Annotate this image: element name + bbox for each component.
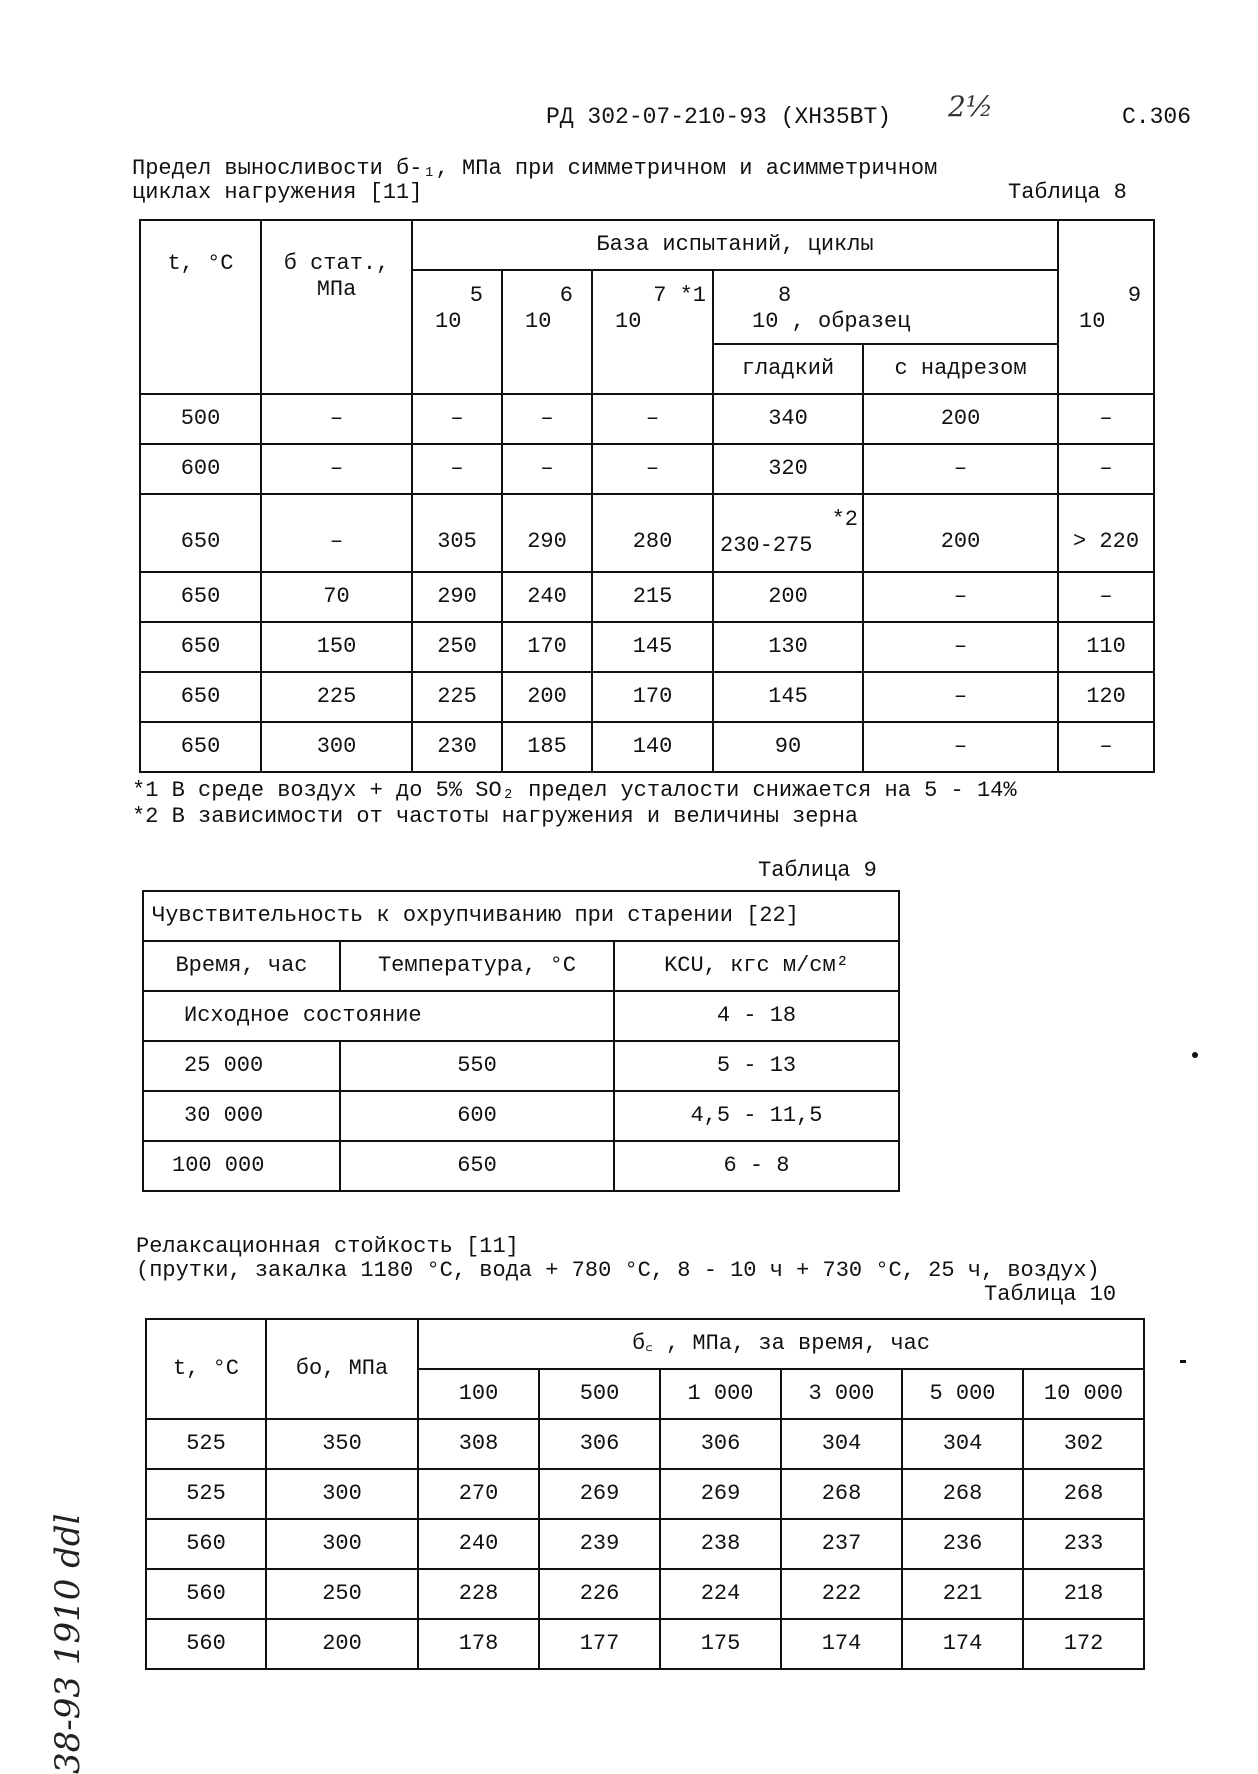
cell: 350 — [266, 1419, 418, 1469]
cell: 228 — [418, 1569, 539, 1619]
header-cycles-1e9 — [1058, 220, 1154, 394]
cell: 175 — [660, 1619, 781, 1669]
cell: 170 — [592, 672, 713, 722]
cell: 239 — [539, 1519, 660, 1569]
table10-title-line2: (прутки, закалка 1180 °C, вода + 780 °C, 8 - 10 ч + 730 °C, 25 ч, воздух) — [136, 1258, 1100, 1283]
cell: 268 — [902, 1469, 1023, 1519]
cell: – — [592, 444, 713, 494]
cell: 177 — [539, 1619, 660, 1669]
cell: 4,5 - 11,5 — [614, 1091, 899, 1141]
cell: 221 — [902, 1569, 1023, 1619]
table9-title: Чувствительность к охрупчиванию при старении [22] — [143, 891, 899, 941]
cell: – — [592, 394, 713, 444]
base-10: 10 — [435, 309, 462, 334]
cell: 215 — [592, 572, 713, 622]
footnote-1: *1 В среде воздух + до 5% SO₂ предел усталости снижается на 5 - 14% — [132, 778, 1017, 803]
cell: 170 — [502, 622, 592, 672]
header-time: Время, час — [143, 941, 340, 991]
cell: 340 — [713, 394, 863, 444]
cell: 306 — [539, 1419, 660, 1469]
cell: 140 — [592, 722, 713, 772]
cell: 240 — [418, 1519, 539, 1569]
cell: 270 — [418, 1469, 539, 1519]
table-8 — [139, 219, 1155, 773]
table-row — [146, 1469, 1144, 1519]
handwritten-page-number: 2½ — [948, 90, 993, 123]
cell: – — [261, 494, 412, 572]
cell: – — [412, 444, 502, 494]
page-number: С.306 — [1122, 104, 1192, 130]
initial-state-value: 4 - 18 — [614, 991, 899, 1041]
cell: 308 — [418, 1419, 539, 1469]
cell: 145 — [713, 672, 863, 722]
cell: 233 — [1023, 1519, 1144, 1569]
cell: 650 — [140, 572, 261, 622]
cell: 225 — [412, 672, 502, 722]
table-row — [146, 1519, 1144, 1569]
base-10: 10 — [1079, 309, 1106, 334]
header-cycles-1e7 — [592, 270, 713, 394]
exponent-7-note1: 7 *1 — [653, 283, 706, 308]
note2-marker: *2 — [831, 507, 858, 532]
cell: 120 — [1058, 672, 1154, 722]
cell: 304 — [902, 1419, 1023, 1469]
header-cycles-1e6 — [502, 270, 592, 394]
table-row — [143, 1091, 899, 1141]
base-10: 10 — [525, 309, 552, 334]
initial-state-label: Исходное состояние — [143, 991, 614, 1041]
cell: 525 — [146, 1419, 266, 1469]
cell: 320 — [713, 444, 863, 494]
header-temperature: t, °C — [146, 1319, 266, 1419]
header-time: 100 — [418, 1369, 539, 1419]
table-row — [140, 394, 1154, 444]
header-cycles-1e5 — [412, 270, 502, 394]
table-row — [140, 672, 1154, 722]
header-test-base: База испытаний, циклы — [412, 220, 1058, 270]
cell: 200 — [713, 572, 863, 622]
cell: 238 — [660, 1519, 781, 1569]
cell: 130 — [713, 622, 863, 672]
cell: 290 — [502, 494, 592, 572]
table-row — [140, 722, 1154, 772]
cell: 650 — [140, 722, 261, 772]
cell: 174 — [781, 1619, 902, 1669]
cell: – — [1058, 722, 1154, 772]
cell: 200 — [863, 494, 1058, 572]
cell: 110 — [1058, 622, 1154, 672]
cell: > 220 — [1058, 494, 1154, 572]
cell: – — [412, 394, 502, 444]
cell: – — [261, 444, 412, 494]
cell: – — [502, 444, 592, 494]
cell: 250 — [412, 622, 502, 672]
table-10 — [145, 1318, 1145, 1670]
header-notched: с надрезом — [863, 344, 1058, 394]
cell: 650 — [340, 1141, 614, 1191]
cell: 300 — [266, 1519, 418, 1569]
cell: 250 — [266, 1569, 418, 1619]
table8-title-line1: Предел выносливости б-₁, МПа при симметричном и асимметричном — [132, 156, 938, 181]
cell: – — [1058, 444, 1154, 494]
table-row — [140, 444, 1154, 494]
cell: 280 — [592, 494, 713, 572]
cell: 650 — [140, 494, 261, 572]
cell: – — [863, 444, 1058, 494]
cell: 70 — [261, 572, 412, 622]
table10-label: Таблица 10 — [984, 1282, 1117, 1307]
cell: 185 — [502, 722, 592, 772]
header-time: 3 000 — [781, 1369, 902, 1419]
cell: 100 000 — [143, 1141, 340, 1191]
cell: 306 — [660, 1419, 781, 1469]
base-10-specimen: 10 , образец — [752, 309, 911, 334]
table9-label: Таблица 9 — [758, 858, 877, 883]
cell-with-note — [713, 494, 863, 572]
header-temperature: Температура, °C — [340, 941, 614, 991]
cell: – — [502, 394, 592, 444]
cell: 226 — [539, 1569, 660, 1619]
cell: 90 — [713, 722, 863, 772]
exponent-9: 9 — [1127, 283, 1142, 308]
table-row — [140, 572, 1154, 622]
cell: 200 — [863, 394, 1058, 444]
cell: – — [863, 722, 1058, 772]
cell: 218 — [1023, 1569, 1144, 1619]
cell: 224 — [660, 1569, 781, 1619]
table-row — [143, 1041, 899, 1091]
cell: 600 — [340, 1091, 614, 1141]
cell: 268 — [1023, 1469, 1144, 1519]
header-temperature: t, °C — [140, 220, 261, 394]
table-row — [146, 1619, 1144, 1669]
cell: 304 — [781, 1419, 902, 1469]
cell: 150 — [261, 622, 412, 672]
header-time: 500 — [539, 1369, 660, 1419]
header-time: 5 000 — [902, 1369, 1023, 1419]
cell: 500 — [140, 394, 261, 444]
cell: 5 - 13 — [614, 1041, 899, 1091]
header-sigma0: бо, МПа — [266, 1319, 418, 1419]
cell: 178 — [418, 1619, 539, 1669]
cell: 236 — [902, 1519, 1023, 1569]
cell: 30 000 — [143, 1091, 340, 1141]
table-row — [146, 1569, 1144, 1619]
cell: 200 — [502, 672, 592, 722]
header-time: 10 000 — [1023, 1369, 1144, 1419]
handwritten-margin-note: 38-93 1910 ddl — [48, 1513, 88, 1774]
cell: 560 — [146, 1619, 266, 1669]
exponent-6: 6 — [559, 283, 573, 308]
header-kcu: KCU, кгс м/см² — [614, 941, 899, 991]
cell: – — [1058, 394, 1154, 444]
table8-label: Таблица 8 — [1008, 180, 1127, 205]
cell: 560 — [146, 1519, 266, 1569]
cell: 174 — [902, 1619, 1023, 1669]
cell: 300 — [261, 722, 412, 772]
cell: 237 — [781, 1519, 902, 1569]
table8-title-line2: циклах нагружения [11] — [132, 180, 423, 205]
cell: 305 — [412, 494, 502, 572]
cell: 25 000 — [143, 1041, 340, 1091]
cell: 145 — [592, 622, 713, 672]
header-sigma-static-line1: б стат., — [283, 251, 390, 276]
cell: 240 — [502, 572, 592, 622]
cell: 222 — [781, 1569, 902, 1619]
cell: 290 — [412, 572, 502, 622]
header-time: 1 000 — [660, 1369, 781, 1419]
cell: 650 — [140, 622, 261, 672]
header-smooth: гладкий — [713, 344, 863, 394]
base-10: 10 — [615, 309, 642, 334]
cell: 200 — [266, 1619, 418, 1669]
exponent-5: 5 — [469, 283, 483, 308]
table-row — [143, 1141, 899, 1191]
document-code: РД 302-07-210-93 (ХН35ВТ) — [546, 104, 892, 130]
table10-title-line1: Релаксационная стойкость [11] — [136, 1234, 519, 1259]
cell: 269 — [539, 1469, 660, 1519]
table-row — [143, 991, 899, 1041]
cell: – — [863, 622, 1058, 672]
cell: 560 — [146, 1569, 266, 1619]
footnote-2: *2 В зависимости от частоты нагружения и величины зерна — [132, 804, 859, 829]
cell: 600 — [140, 444, 261, 494]
cell: 525 — [146, 1469, 266, 1519]
cell: – — [261, 394, 412, 444]
cell: 6 - 8 — [614, 1141, 899, 1191]
cell: 650 — [140, 672, 261, 722]
scan-dot — [1192, 1052, 1198, 1058]
header-sigma-static-line2: МПа — [316, 277, 357, 302]
cell: – — [863, 672, 1058, 722]
cell-value: 230-275 — [720, 533, 813, 558]
header-sigma-static — [261, 220, 412, 394]
scan-dot — [1180, 1360, 1186, 1363]
header-sigma-t: б꜀ , МПа, за время, час — [418, 1319, 1144, 1369]
cell: 269 — [660, 1469, 781, 1519]
cell: – — [1058, 572, 1154, 622]
cell: 550 — [340, 1041, 614, 1091]
cell: 230 — [412, 722, 502, 772]
table-row — [146, 1419, 1144, 1469]
table-row — [140, 622, 1154, 672]
exponent-8: 8 — [778, 283, 792, 308]
cell: 172 — [1023, 1619, 1144, 1669]
table-9 — [142, 890, 900, 1192]
cell: 268 — [781, 1469, 902, 1519]
header-cycles-1e8-specimen — [713, 270, 1058, 344]
cell: – — [863, 572, 1058, 622]
cell: 300 — [266, 1469, 418, 1519]
cell: 225 — [261, 672, 412, 722]
table-row — [140, 494, 1154, 572]
cell: 302 — [1023, 1419, 1144, 1469]
